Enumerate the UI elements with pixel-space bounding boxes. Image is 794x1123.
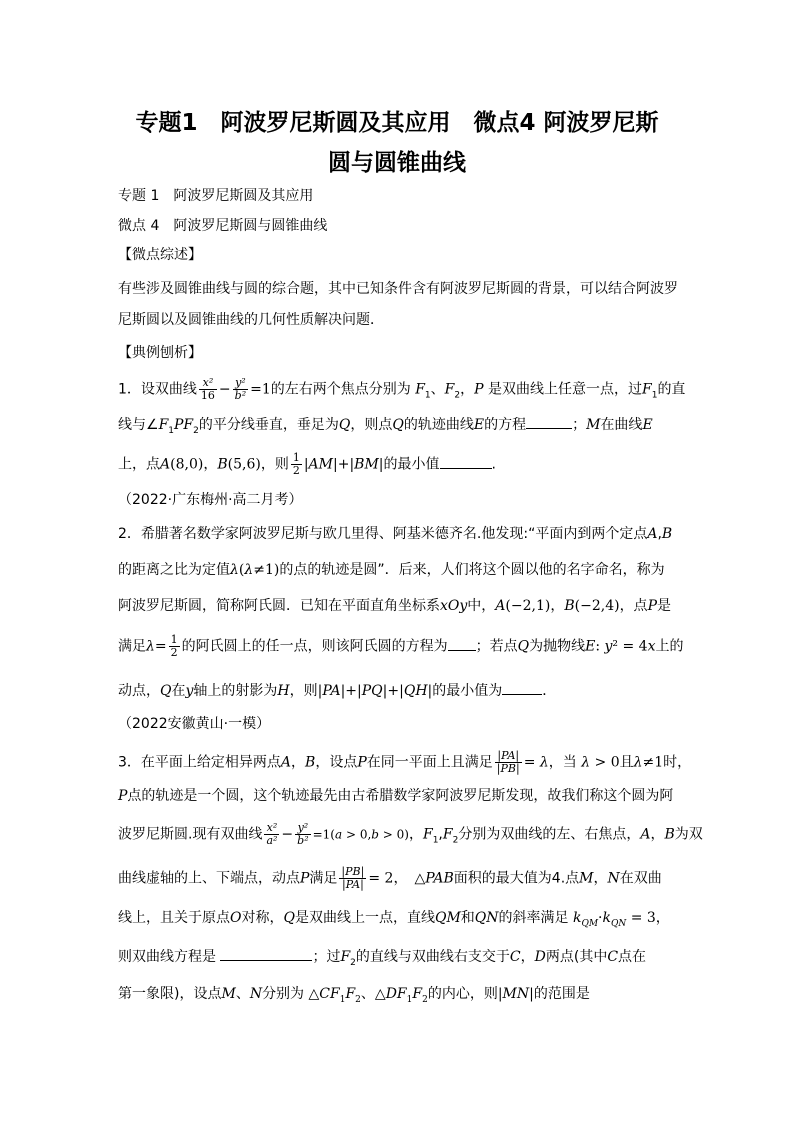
q3-line6: 则双曲线方程是 ；过$F_2$的直线与双曲线右支交于C，D两点(其中C点在 — [118, 946, 678, 973]
q1-source: （2022·广东梅州·高二月考） — [118, 492, 303, 508]
q3-line3: 波罗尼斯圆.现有双曲线 $\frac{\text{x²}}{\text{a²}}$ − $\frac{\text{y²}}{\text{b²}}$ =1(a > 0,b > 0)，$F_1,F_2$分别为双曲线的左、右焦点，A，B为双 — [118, 821, 703, 847]
topic-line: 专题 1 阿波罗尼斯圆及其应用 — [118, 188, 314, 204]
q2-line4: 满足λ= $\frac{1}{2}$ 的阿氏圆上的任一点，则该阿氏圆的方程为 ；若点Q为抛物线E: y² = 4x上的 — [118, 633, 684, 659]
page-title-line2: 圆与圆锥曲线 — [328, 150, 466, 176]
page-title-line1: 专题1 阿波罗尼斯圆及其应用 微点4 阿波罗尼斯 — [135, 110, 659, 136]
q2-source: （2022安徽黄山·一模） — [118, 716, 271, 732]
q2-line5: 动点，Q在y轴上的射影为H，则|PA|+|PQ|+|QH|的最小值为 ． — [118, 680, 678, 701]
summary-text-1: 有些涉及圆锥曲线与圆的综合题，其中已知条件含有阿波罗尼斯圆的背景，可以结合阿波罗 — [118, 281, 678, 297]
q2-line2: 的距离之比为定值λ(λ≠1)的点的轨迹是圆”．后来，人们将这个圆以他的名字命名，称为 — [118, 562, 665, 578]
q2-line1: 2．希腊著名数学家阿波罗尼斯与欧几里得、阿基米德齐名.他发现:“平面内到两个定点A,B — [118, 526, 673, 542]
q1-line1: 1．设双曲线 $\frac{\text{x²}}{16}$ − $\frac{\text{y²}}{\text{b²}}$ =1的左右两个焦点分别为 $F_1$、$F_2$，P 是双曲线上任意一点，过$F_1$的直 — [118, 376, 686, 402]
q3-line4: 曲线虚轴的上、下端点，动点P满足 $\frac{|PB|}{|PA|}$ = 2， △PAB面积的最大值为4.点M，N在双曲 — [118, 865, 662, 891]
q1-line2: 线与$\angle F_1PF_2$的平分线垂直，垂足为Q，则点Q的轨迹曲线E的方程 ；M在曲线E — [118, 414, 678, 441]
q3-line2: P点的轨迹是一个圆，这个轨迹最先由古希腊数学家阿波罗尼斯发现，故我们称这个圆为阿 — [118, 788, 674, 804]
example-heading: 【典例刨析】 — [118, 345, 202, 361]
q2-line3: 阿波罗尼斯圆，简称阿氏圆．已知在平面直角坐标系xOy中，A(−2,1)，B(−2,4)，点P是 — [118, 598, 671, 614]
summary-text-2: 尼斯圆以及圆锥曲线的几何性质解决问题． — [118, 312, 384, 328]
point-line: 微点 4 阿波罗尼斯圆与圆锥曲线 — [118, 218, 328, 234]
q3-line5: 线上，且关于原点O对称，Q是双曲线上一点，直线QM和QN的斜率满足 $k_{QM}\cdot k_{QN} = 3$， — [118, 910, 670, 929]
q3-line1: 3．在平面上给定相异两点A，B，设点P在同一平面上且满足 $\frac{|PA|}{|PB|}$ = λ，当 λ > 0且λ≠1时， — [118, 749, 692, 775]
summary-heading: 【微点综述】 — [118, 247, 202, 263]
q1-line3: 上，点A(8,0)，B(5,6)，则 $\frac{1}{2}$ |AM|+|BM|的最小值 . — [118, 451, 496, 477]
q3-line7: 第一象限)，设点M、N分别为 $\triangle CF_1F_2$、$\triangle DF_1F_2$的内心，则|MN|的范围是 — [118, 986, 590, 1005]
